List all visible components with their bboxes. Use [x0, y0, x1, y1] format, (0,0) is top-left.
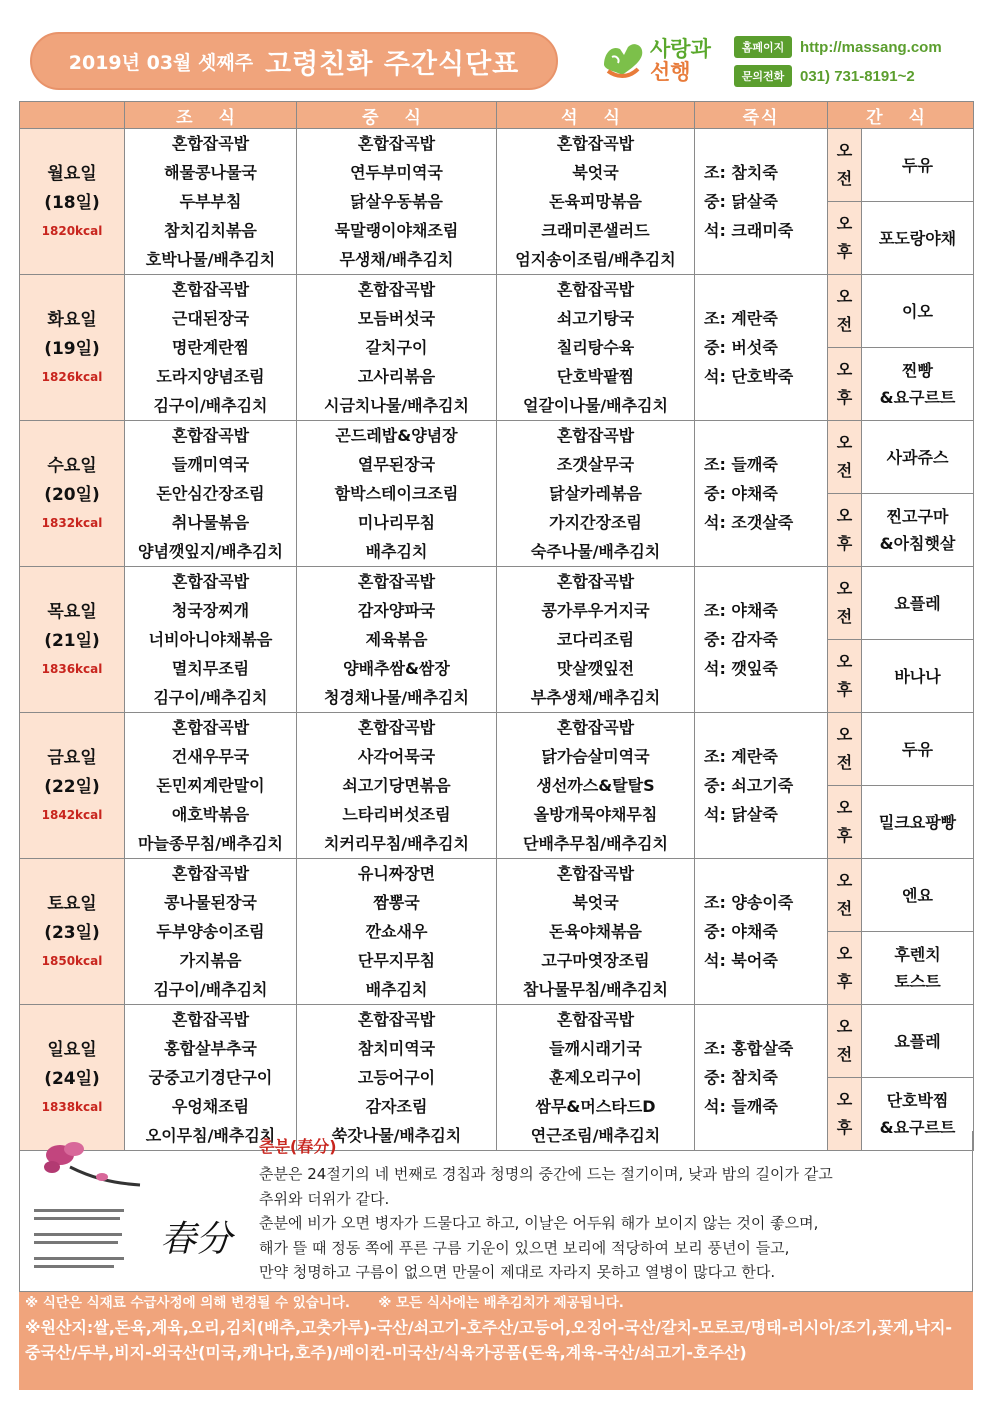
breakfast-item: 가지볶음	[179, 951, 242, 970]
day-date: (22일)	[44, 776, 100, 797]
lunch-item: 묵말랭이야채조림	[334, 221, 459, 240]
lunch-item: 고사리볶음	[357, 367, 436, 386]
breakfast-cell	[125, 859, 297, 1005]
dinner-item: 조갯살무국	[556, 455, 635, 474]
dinner-item: 닭가슴살미역국	[541, 747, 650, 766]
snack-am: 요플레	[862, 567, 974, 640]
dinner-item: 생선까스&탈탈S	[536, 776, 655, 795]
porridge-item: 중: 야채죽	[704, 484, 778, 503]
hand-heart-icon	[598, 35, 650, 87]
day-name: 금요일	[47, 747, 97, 768]
lunch-item: 배추김치	[365, 980, 428, 999]
snack-am-label: 오전	[828, 129, 862, 202]
snack-pm: 밀크요팡빵	[862, 786, 974, 859]
table-header-row	[20, 102, 974, 129]
snack-am-label: 오전	[828, 275, 862, 348]
day-name: 화요일	[47, 309, 97, 330]
dinner-item: 숙주나물/배추김치	[530, 542, 661, 561]
breakfast-item: 해물콩나물국	[164, 163, 257, 182]
page-title: 고령친화 주간식단표	[265, 48, 520, 80]
day-date: (20일)	[44, 484, 100, 505]
porridge-item: 조: 야채죽	[704, 601, 778, 620]
dinner-cell	[497, 129, 695, 275]
breakfast-item: 돈민찌계란말이	[156, 776, 265, 795]
porridge-item: 조: 양송이죽	[704, 893, 794, 912]
logo	[598, 30, 726, 92]
porridge-item: 조: 참치죽	[704, 163, 778, 182]
dinner-item: 콩가루우거지국	[541, 601, 650, 620]
snack-am: 두유	[862, 713, 974, 786]
info-title: 춘분(春分)	[259, 1137, 337, 1156]
lunch-item: 치커리무침/배추김치	[324, 834, 469, 853]
breakfast-item: 혼합잡곡밥	[171, 280, 250, 299]
dinner-item: 쇠고기탕국	[556, 309, 635, 328]
dinner-item: 올방개묵야채무침	[533, 805, 658, 824]
day-cell	[20, 713, 125, 859]
dinner-item: 맛살깻잎전	[556, 659, 635, 678]
day-row	[20, 567, 974, 640]
breakfast-item: 취나물볶음	[171, 513, 250, 532]
lunch-cell	[297, 567, 497, 713]
porridge-cell	[695, 713, 828, 859]
lunch-item: 참치미역국	[357, 1039, 436, 1058]
day-date: (24일)	[44, 1068, 100, 1089]
dinner-cell	[497, 1005, 695, 1151]
lunch-cell	[297, 275, 497, 421]
day-kcal: 1838kcal	[41, 1099, 103, 1114]
breakfast-item: 두부양송이조림	[156, 922, 265, 941]
breakfast-item: 명란계란찜	[171, 338, 250, 357]
lunch-item: 배추김치	[365, 542, 428, 561]
day-date: (23일)	[44, 922, 100, 943]
snack-pm: 포도랑야채	[862, 202, 974, 275]
dinner-item: 혼합잡곡밥	[556, 134, 635, 153]
breakfast-item: 궁중고기경단구이	[148, 1068, 273, 1087]
lunch-item: 혼합잡곡밥	[357, 572, 436, 591]
header-day	[20, 102, 125, 129]
breakfast-item: 너비아니야채볶음	[148, 630, 273, 649]
porridge-item: 중: 쇠고기죽	[704, 776, 794, 795]
breakfast-cell	[125, 567, 297, 713]
porridge-cell	[695, 859, 828, 1005]
lunch-item: 무생채/배추김치	[339, 250, 454, 269]
snack-pm-label: 오후	[828, 348, 862, 421]
day-kcal: 1836kcal	[41, 661, 103, 676]
day-date: (19일)	[44, 338, 100, 359]
lunch-cell	[297, 859, 497, 1005]
phone-number: 031) 731-8191~2	[800, 67, 915, 85]
porridge-item: 중: 감자죽	[704, 630, 778, 649]
day-cell	[20, 1005, 125, 1151]
snack-am-label: 오전	[828, 859, 862, 932]
snack-am: 두유	[862, 129, 974, 202]
snack-am: 사과쥬스	[862, 421, 974, 494]
homepage-label: 홈페이지	[734, 36, 792, 58]
dinner-item: 혼합잡곡밥	[556, 572, 635, 591]
season-info	[19, 1131, 973, 1292]
porridge-item: 중: 야채죽	[704, 922, 778, 941]
porridge-item: 석: 북어죽	[704, 951, 778, 970]
title-banner	[30, 32, 558, 90]
snack-pm-label: 오후	[828, 1078, 862, 1151]
menu-body	[20, 129, 974, 1151]
header-lunch: 중 식	[297, 102, 497, 129]
header-porridge: 죽식	[695, 102, 828, 129]
dinner-item: 가지간장조림	[549, 513, 642, 532]
dinner-item: 쌈무&머스타드D	[535, 1097, 656, 1116]
header-dinner: 석 식	[497, 102, 695, 129]
day-row	[20, 421, 974, 494]
dinner-item: 혼합잡곡밥	[556, 280, 635, 299]
day-kcal: 1826kcal	[41, 369, 103, 384]
porridge-item: 석: 닭살죽	[704, 805, 778, 824]
lunch-item: 짬뽕국	[373, 893, 420, 912]
day-cell	[20, 129, 125, 275]
breakfast-item: 마늘종무침/배추김치	[138, 834, 283, 853]
lunch-item: 제육볶음	[365, 630, 428, 649]
snack-am-label: 오전	[828, 421, 862, 494]
porridge-cell	[695, 275, 828, 421]
snack-am: 엔요	[862, 859, 974, 932]
dinner-item: 코다리조림	[556, 630, 635, 649]
lunch-item: 청경채나물/배추김치	[324, 688, 469, 707]
breakfast-item: 돈안심간장조림	[156, 484, 265, 503]
dinner-cell	[497, 567, 695, 713]
day-cell	[20, 421, 125, 567]
snack-pm: 단호박찜 &요구르트	[862, 1078, 974, 1151]
dinner-item: 크래미콘샐러드	[541, 221, 650, 240]
breakfast-item: 우엉채조림	[171, 1097, 250, 1116]
day-row	[20, 713, 974, 786]
breakfast-item: 두부부침	[179, 192, 242, 211]
dinner-item: 혼합잡곡밥	[556, 718, 635, 737]
lunch-cell	[297, 1005, 497, 1151]
origin-notice: ※원산지:쌀,돈육,계육,오리,김치(배추,고춧가루)-국산/쇠고기-호주산/고등어,오징어-국산/갈치-모로코/명태-러시아/조기,꽃게,낙지-중국산/두부,비지-외국산(미국,캐나다,호주)/베이컨-미국산/식육가공품(돈육,계육-국산/쇠고기-호주산)	[19, 1315, 973, 1390]
lunch-item: 닭살우동볶음	[350, 192, 443, 211]
day-kcal: 1820kcal	[41, 223, 103, 238]
porridge-cell	[695, 1005, 828, 1151]
lunch-item: 사각어묵국	[357, 747, 436, 766]
lunch-item: 양배추쌈&쌈장	[343, 659, 450, 678]
dinner-item: 참나물무침/배추김치	[523, 980, 668, 999]
dinner-item: 혼합잡곡밥	[556, 864, 635, 883]
lunch-item: 함박스테이크조림	[334, 484, 459, 503]
breakfast-cell	[125, 129, 297, 275]
breakfast-item: 청국장찌개	[171, 601, 250, 620]
lunch-item: 연두부미역국	[350, 163, 443, 182]
day-name: 토요일	[47, 893, 97, 914]
breakfast-item: 멸치무조림	[171, 659, 250, 678]
snack-am-label: 오전	[828, 1005, 862, 1078]
dinner-cell	[497, 713, 695, 859]
porridge-item: 석: 들깨죽	[704, 1097, 778, 1116]
breakfast-item: 양념깻잎지/배추김치	[138, 542, 283, 561]
porridge-item: 중: 닭살죽	[704, 192, 778, 211]
porridge-item: 석: 단호박죽	[704, 367, 794, 386]
logo-line2: 선행	[650, 60, 691, 84]
dinner-item: 닭살카레볶음	[549, 484, 642, 503]
breakfast-item: 도라지양념조림	[156, 367, 265, 386]
logo-line1: 사랑과	[650, 37, 711, 61]
homepage-link[interactable]: http://massang.com	[800, 38, 942, 56]
snack-pm: 후렌치 토스트	[862, 932, 974, 1005]
lunch-item: 쇠고기당면볶음	[342, 776, 451, 795]
snack-pm-label: 오후	[828, 786, 862, 859]
dinner-item: 연근조림/배추김치	[530, 1126, 661, 1145]
lunch-item: 갈치구이	[365, 338, 428, 357]
breakfast-item: 김구이/배추김치	[153, 688, 268, 707]
info-line: 춘분에 비가 오면 병자가 드물다고 하고, 이날은 어두워 해가 보이지 않는 것이 좋으며,	[259, 1214, 819, 1232]
breakfast-cell	[125, 713, 297, 859]
porridge-item: 중: 버섯죽	[704, 338, 778, 357]
porridge-cell	[695, 129, 828, 275]
dinner-item: 얼갈이나물/배추김치	[523, 396, 668, 415]
dinner-item: 엄지송이조림/배추김치	[515, 250, 676, 269]
breakfast-cell	[125, 421, 297, 567]
breakfast-cell	[125, 1005, 297, 1151]
porridge-item: 조: 계란죽	[704, 309, 778, 328]
header-snack: 간 식	[828, 102, 974, 129]
breakfast-item: 혼합잡곡밥	[171, 1010, 250, 1029]
lunch-item: 혼합잡곡밥	[357, 280, 436, 299]
day-kcal: 1850kcal	[41, 953, 103, 968]
info-line: 해가 뜰 때 정동 쪽에 푸른 구름 기운이 있으면 보리에 적당하여 보리 풍년이 들고,	[259, 1238, 790, 1257]
calligraphy-text: 春分	[160, 1219, 233, 1260]
dinner-item: 훈제오리구이	[549, 1068, 642, 1087]
snack-pm: 바나나	[862, 640, 974, 713]
snack-am-label: 오전	[828, 713, 862, 786]
snack-pm-label: 오후	[828, 932, 862, 1005]
day-kcal: 1842kcal	[41, 807, 103, 822]
day-kcal: 1832kcal	[41, 515, 103, 530]
lunch-item: 고등어구이	[357, 1068, 436, 1087]
day-row	[20, 275, 974, 348]
breakfast-item: 혼합잡곡밥	[171, 426, 250, 445]
lunch-item: 깐쇼새우	[365, 922, 428, 941]
breakfast-item: 콩나물된장국	[164, 893, 257, 912]
dinner-item: 고구마엿장조림	[541, 951, 650, 970]
breakfast-item: 참치김치볶음	[164, 221, 257, 240]
lunch-item: 열무된장국	[357, 455, 436, 474]
day-cell	[20, 567, 125, 713]
day-date: (18일)	[44, 192, 100, 213]
dinner-item: 돈육야채볶음	[549, 922, 642, 941]
info-line: 춘분은 24절기의 네 번째로 경칩과 청명의 중간에 드는 절기이며, 낮과 밤의 길이가 같고	[259, 1165, 833, 1183]
day-date: (21일)	[44, 630, 100, 651]
info-line: 만약 청명하고 구름이 없으면 만물이 제대로 자라지 못하고 열병이 많다고 한다.	[259, 1263, 776, 1281]
dinner-cell	[497, 859, 695, 1005]
lunch-item: 감자양파국	[357, 601, 436, 620]
day-cell	[20, 859, 125, 1005]
porridge-item: 석: 조갯살죽	[704, 513, 794, 532]
day-name: 월요일	[47, 163, 97, 184]
dinner-item: 돈육피망볶음	[549, 192, 642, 211]
breakfast-item: 홍합살부추국	[164, 1039, 257, 1058]
lunch-item: 감자조림	[365, 1097, 428, 1116]
info-line: 추위와 더위가 같다.	[259, 1189, 390, 1208]
lunch-item: 느타리버섯조림	[342, 805, 451, 824]
breakfast-cell	[125, 275, 297, 421]
dinner-cell	[497, 421, 695, 567]
breakfast-item: 호박나물/배추김치	[145, 250, 276, 269]
breakfast-item: 애호박볶음	[171, 805, 250, 824]
day-name: 수요일	[47, 455, 97, 476]
dinner-item: 혼합잡곡밥	[556, 1010, 635, 1029]
day-name: 일요일	[47, 1039, 97, 1060]
snack-pm-label: 오후	[828, 640, 862, 713]
dinner-cell	[497, 275, 695, 421]
title-prefix: 2019년 03월 셋째주	[68, 51, 254, 74]
lunch-item: 곤드레밥&양념장	[335, 426, 458, 445]
menu-notice: ※ 식단은 식재료 수급사정에 의해 변경될 수 있습니다. ※ 모든 식사에는 배추김치가 제공됩니다.	[19, 1292, 973, 1315]
snack-pm-label: 오후	[828, 494, 862, 567]
lunch-item: 혼합잡곡밥	[357, 718, 436, 737]
snack-pm-label: 오후	[828, 202, 862, 275]
breakfast-item: 들깨미역국	[171, 455, 250, 474]
breakfast-item: 오이무침/배추김치	[145, 1126, 276, 1145]
breakfast-item: 혼합잡곡밥	[171, 718, 250, 737]
snack-am: 요플레	[862, 1005, 974, 1078]
porridge-cell	[695, 567, 828, 713]
lunch-item: 혼합잡곡밥	[357, 134, 436, 153]
breakfast-item: 혼합잡곡밥	[171, 134, 250, 153]
day-cell	[20, 275, 125, 421]
dinner-item: 단호박팥찜	[556, 367, 635, 386]
lunch-item: 단무지무침	[357, 951, 436, 970]
dinner-item: 북엇국	[572, 893, 619, 912]
day-name: 목요일	[47, 601, 97, 622]
snack-pm: 찐빵 &요구르트	[862, 348, 974, 421]
snack-pm: 찐고구마 &아침햇살	[862, 494, 974, 567]
porridge-item: 조: 홍합살죽	[704, 1039, 794, 1058]
breakfast-item: 건새우무국	[171, 747, 250, 766]
breakfast-item: 김구이/배추김치	[153, 396, 268, 415]
lunch-cell	[297, 129, 497, 275]
snack-am-label: 오전	[828, 567, 862, 640]
header-breakfast: 조 식	[125, 102, 297, 129]
dinner-item: 들깨시래기국	[549, 1039, 642, 1058]
contact-info	[734, 36, 942, 94]
lunch-item: 쑥갓나물/배추김치	[331, 1126, 462, 1145]
breakfast-item: 근대된장국	[171, 309, 250, 328]
dinner-item: 단배추무침/배추김치	[523, 834, 668, 853]
porridge-item: 중: 참치죽	[704, 1068, 778, 1087]
day-row	[20, 859, 974, 932]
dinner-item: 부추생채/배추김치	[530, 688, 661, 707]
porridge-item: 조: 계란죽	[704, 747, 778, 766]
phone-label: 문의전화	[734, 65, 792, 87]
weekly-menu-table	[19, 101, 974, 1151]
dinner-item: 북엇국	[572, 163, 619, 182]
snack-am: 이오	[862, 275, 974, 348]
day-row	[20, 129, 974, 202]
porridge-item: 조: 들깨죽	[704, 455, 778, 474]
lunch-cell	[297, 421, 497, 567]
lunch-item: 혼합잡곡밥	[357, 1010, 436, 1029]
lunch-item: 모듬버섯국	[357, 309, 436, 328]
lunch-item: 유니짜장면	[357, 864, 436, 883]
dinner-item: 칠리탕수육	[556, 338, 635, 357]
lunch-cell	[297, 713, 497, 859]
porridge-cell	[695, 421, 828, 567]
porridge-item: 석: 크래미죽	[704, 221, 794, 240]
lunch-item: 시금치나물/배추김치	[324, 396, 469, 415]
info-text	[259, 1162, 959, 1285]
breakfast-item: 김구이/배추김치	[153, 980, 268, 999]
day-row	[20, 1005, 974, 1078]
breakfast-item: 혼합잡곡밥	[171, 864, 250, 883]
porridge-item: 석: 깻잎죽	[704, 659, 778, 678]
breakfast-item: 혼합잡곡밥	[171, 572, 250, 591]
dinner-item: 혼합잡곡밥	[556, 426, 635, 445]
lunch-item: 미나리무침	[357, 513, 436, 532]
